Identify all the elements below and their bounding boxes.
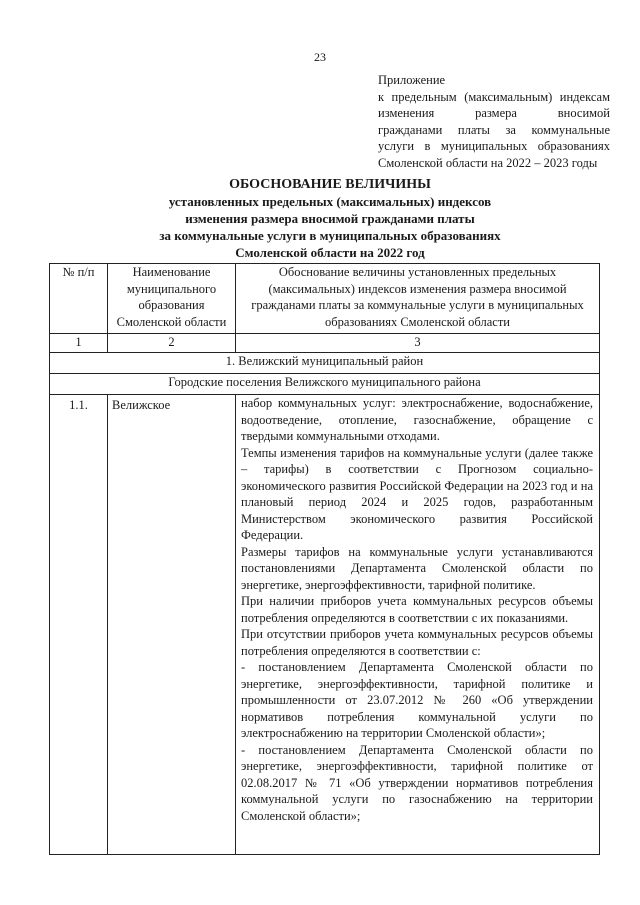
row-number: 1.1. — [50, 395, 108, 855]
subsection-title: Городские поселения Велижского муниципального района — [50, 374, 600, 395]
column-number: 2 — [108, 334, 236, 353]
scan-edge — [0, 898, 640, 899]
justification-paragraph: При наличии приборов учета коммунальных ресурсов объемы потребления определяются в соответствии с их показаниями. — [241, 594, 593, 625]
justification-paragraph: - постановлением Департамента Смоленской области по энергетике, энергоэффективности, тарифной политике от 02.08.2017 № 71 «Об утверждении нормативов потребления коммунальной услуги по газоснабжению на территории Смоленской области»; — [241, 742, 593, 823]
appendix-line: Приложение — [378, 73, 446, 87]
document-title — [60, 176, 600, 261]
justification-paragraph: Размеры тарифов на коммунальные услуги устанавливаются постановлениями Департамента Смоленской области по энергетике, энергоэффективности, тарифной политике. — [241, 544, 593, 592]
justification-table — [49, 263, 600, 855]
page-number: 23 — [314, 50, 326, 64]
justification-paragraph: - постановлением Департамента Смоленской области по энергетике, энергоэффективности, тарифной политике и промышленности от 23.07.2012 № 260 «Об утверждении нормативов потребления коммунальной услуги по электроснабжению на территории Смоленской области»; — [241, 660, 593, 740]
justification-paragraph: Темпы изменения тарифов на коммунальные услуги (далее также – тарифы) в соответствии с Прогнозом социально-экономического развития Российской Федерации на 2023 год и на плановый период 2024 и 2025 годов, разработанным Министерством экономического развития Российской Федерации. — [241, 445, 593, 542]
header-number: № п/п — [50, 264, 108, 334]
column-number-row — [50, 334, 600, 353]
appendix-line: услуги в муниципальных образованиях — [378, 139, 610, 153]
justification-paragraph: набор коммунальных услуг: электроснабжение, водоснабжение, водоотведение, отопление, газоснабжение, обращение с твердыми коммунальными отходами. — [241, 396, 593, 443]
appendix-note — [378, 72, 610, 171]
appendix-line: гражданами платы за коммунальные — [378, 122, 610, 137]
title-line: Смоленской области на 2022 год — [235, 245, 425, 260]
title-line: установленных предельных (максимальных) индексов — [168, 194, 492, 209]
municipality-name: Велижское — [108, 395, 236, 855]
appendix-line: изменения размера вносимой — [378, 106, 610, 120]
title-line: за коммунальные услуги в муниципальных образованиях — [159, 228, 501, 243]
header-justification: Обоснование величины установленных предельных (максимальных) индексов изменения размера вносимой гражданами платы за коммунальные услуги в муниципальных образованиях Смоленской области — [236, 264, 600, 334]
subsection-row — [50, 374, 600, 395]
justification-text — [236, 395, 600, 855]
table-header-row — [50, 264, 600, 334]
title-line: изменения размера вносимой гражданами платы — [185, 211, 475, 226]
column-number: 3 — [236, 334, 600, 353]
section-title: 1. Велижский муниципальный район — [50, 353, 600, 374]
appendix-line: к предельным (максимальным) индексам — [378, 89, 610, 104]
table-row — [50, 395, 600, 855]
header-municipality: Наименование муниципального образования Смоленской области — [108, 264, 236, 334]
title-main: ОБОСНОВАНИЕ ВЕЛИЧИНЫ — [229, 177, 431, 192]
column-number: 1 — [50, 334, 108, 353]
section-row — [50, 353, 600, 374]
justification-paragraph: При отсутствии приборов учета коммунальных ресурсов объемы потребления определяются в соответствии с: — [241, 627, 593, 658]
appendix-line: Смоленской области на 2022 – 2023 годы — [378, 155, 598, 170]
